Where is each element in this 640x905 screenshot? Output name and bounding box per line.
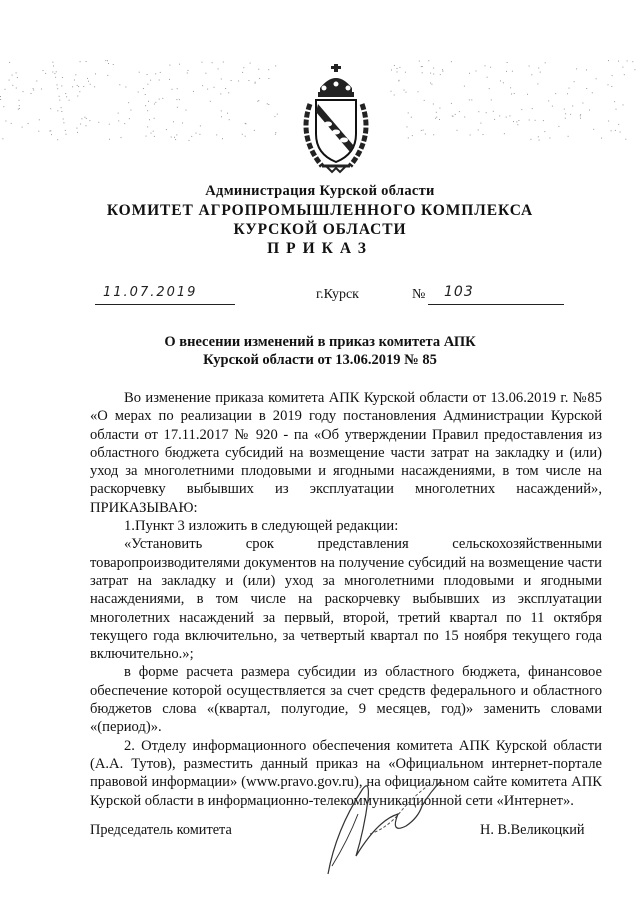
body-paragraph: 1.Пункт 3 изложить в следующей редакции: [124, 518, 399, 535]
order-date-field [95, 286, 235, 305]
body-paragraph: в форме расчета размера субсидии из областного бюджета, финансовое обеспечение которой осуществляется за счет средств федерального и областного бюджетов слова «(квартал, полугодие, 9 месяцев, год)» заменить словами «(период)». [90, 664, 602, 736]
document-body [90, 389, 602, 810]
committee-heading: КОМИТЕТ АГРОПРОМЫШЛЕННОГО КОМПЛЕКСА [106, 202, 534, 219]
signature-icon [318, 770, 468, 880]
order-number-field [428, 286, 564, 305]
document-title-line-2: Курской области от 13.06.2019 № 85 [203, 352, 437, 368]
signer-position: Председатель комитета [90, 822, 232, 838]
document-title-line-1: О внесении изменений в приказ комитета АПК [164, 334, 476, 350]
coat-of-arms-icon [296, 62, 376, 174]
signer-name: Н. В.Великоцкий [480, 822, 585, 838]
region-heading: КУРСКОЙ ОБЛАСТИ [233, 221, 407, 238]
body-paragraph: 2. Отделу информационного обеспечения комитета АПК Курской области (А.А. Тутов), разместить данный приказ на «Официальном интернет-портале правовой информации» (www.pravo.gov.ru), на официальном сайте комитета АПК Курской области в информационно-телекоммуникационной сети «Интернет». [90, 737, 602, 809]
order-number-label: № [412, 287, 426, 302]
body-paragraph: Во изменение приказа комитета АПК Курской области от 13.06.2019 г. №85 «О мерах по реализации в 2019 году постановления Администрации Курской области от 17.11.2017 № 920 - па «Об утверждении Правил предоставления из областного бюджета субсидий на возмещение части затрат на закладку и (или) уход за многолетними плодовыми и ягодными насаждениями, в том числе на раскорчевку выбывших из эксплуатации многолетних насаждений», ПРИКАЗЫВАЮ: [90, 390, 602, 516]
administration-heading: Администрация Курской области [205, 183, 435, 199]
body-paragraph: «Установить срок представления сельскохозяйственными товаропроизводителями документов на получение субсидий на возмещение части затрат на закладку и (или) уход за многолетними плодовыми и ягодными насаждениями, в том числе на раскорчевку выбывших из эксплуатации многолетних насаждений за первый, второй, третий квартал по 11 октября текущего года включительно, за четвертый квартал по 15 ноября текущего года включительно.»; [90, 536, 602, 663]
order-date: 11.07.2019 [103, 285, 198, 300]
order-city: г.Курск [316, 287, 359, 302]
order-heading: ПРИКАЗ [267, 240, 373, 257]
order-number: 103 [444, 284, 474, 300]
